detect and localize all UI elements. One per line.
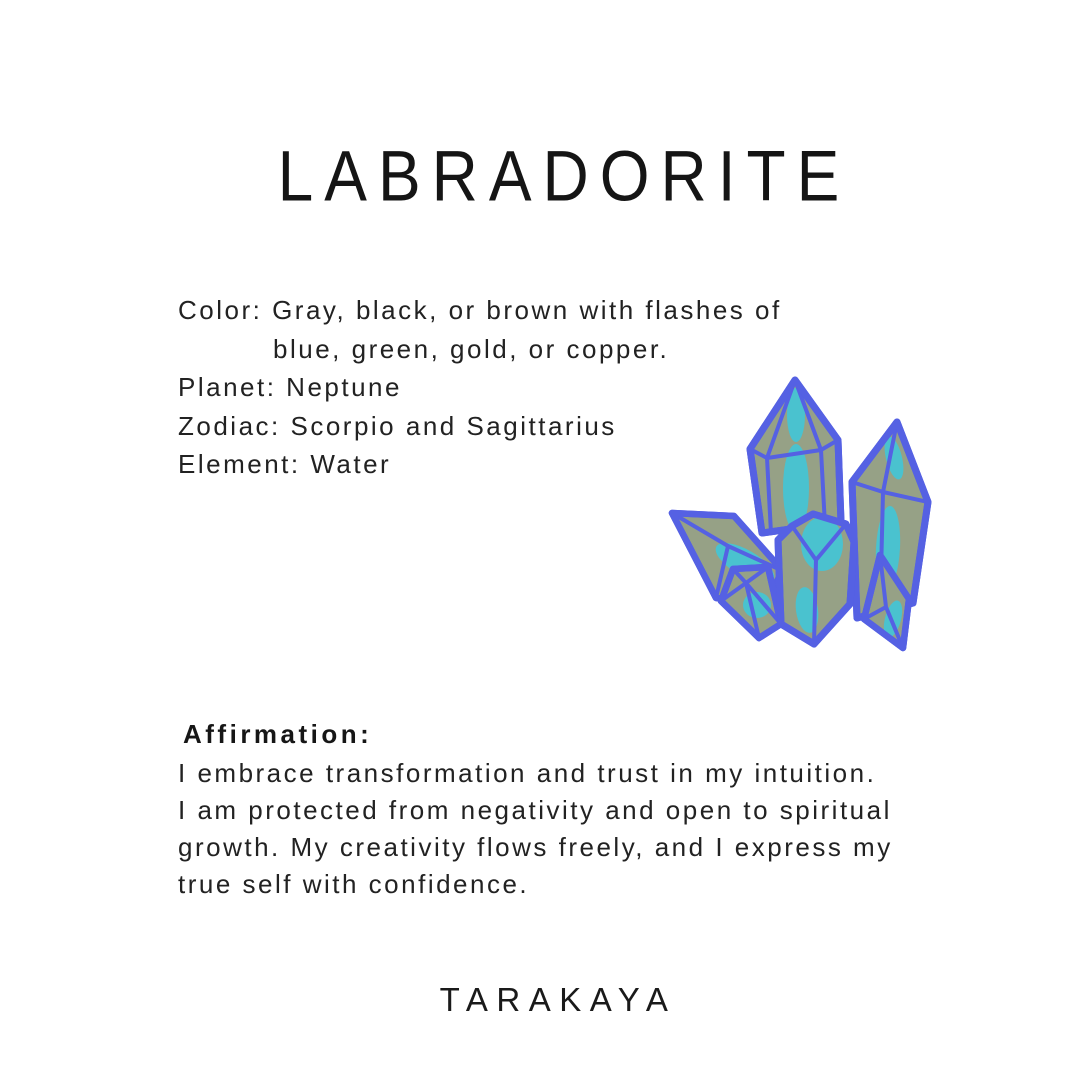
affirmation-2-line2: growth. My creativity flows freely, and I express my	[178, 832, 893, 862]
affirmation-heading: Affirmation:	[183, 719, 373, 749]
list-item	[160, 792, 960, 903]
affirmation-2-line3: true self with confidence.	[178, 869, 530, 899]
crystal-main	[750, 380, 841, 533]
affirmation-2-line1: I am protected from negativity and open to spiritual	[178, 795, 892, 825]
crystal-front	[778, 514, 854, 644]
affirmation-1: I embrace transformation and trust in my intuition.	[178, 758, 877, 788]
property-color-line2: blue, green, gold, or copper.	[273, 333, 670, 364]
list-item	[160, 291, 880, 368]
property-color-line1: Color: Gray, black, or brown with flashes of	[178, 295, 782, 325]
list-item	[160, 755, 960, 792]
property-element: Element: Water	[178, 449, 392, 479]
crystal-bottom-left	[721, 567, 781, 638]
crystal-cluster-illustration	[650, 370, 950, 670]
crystal-cluster-svg	[650, 370, 950, 670]
page-title: LABRADORITE	[277, 135, 851, 217]
property-zodiac: Zodiac: Scorpio and Sagittarius	[178, 410, 617, 441]
affirmation-section	[160, 716, 960, 903]
brand-name: TARAKAYA	[439, 981, 677, 1018]
property-planet: Planet: Neptune	[178, 372, 402, 402]
